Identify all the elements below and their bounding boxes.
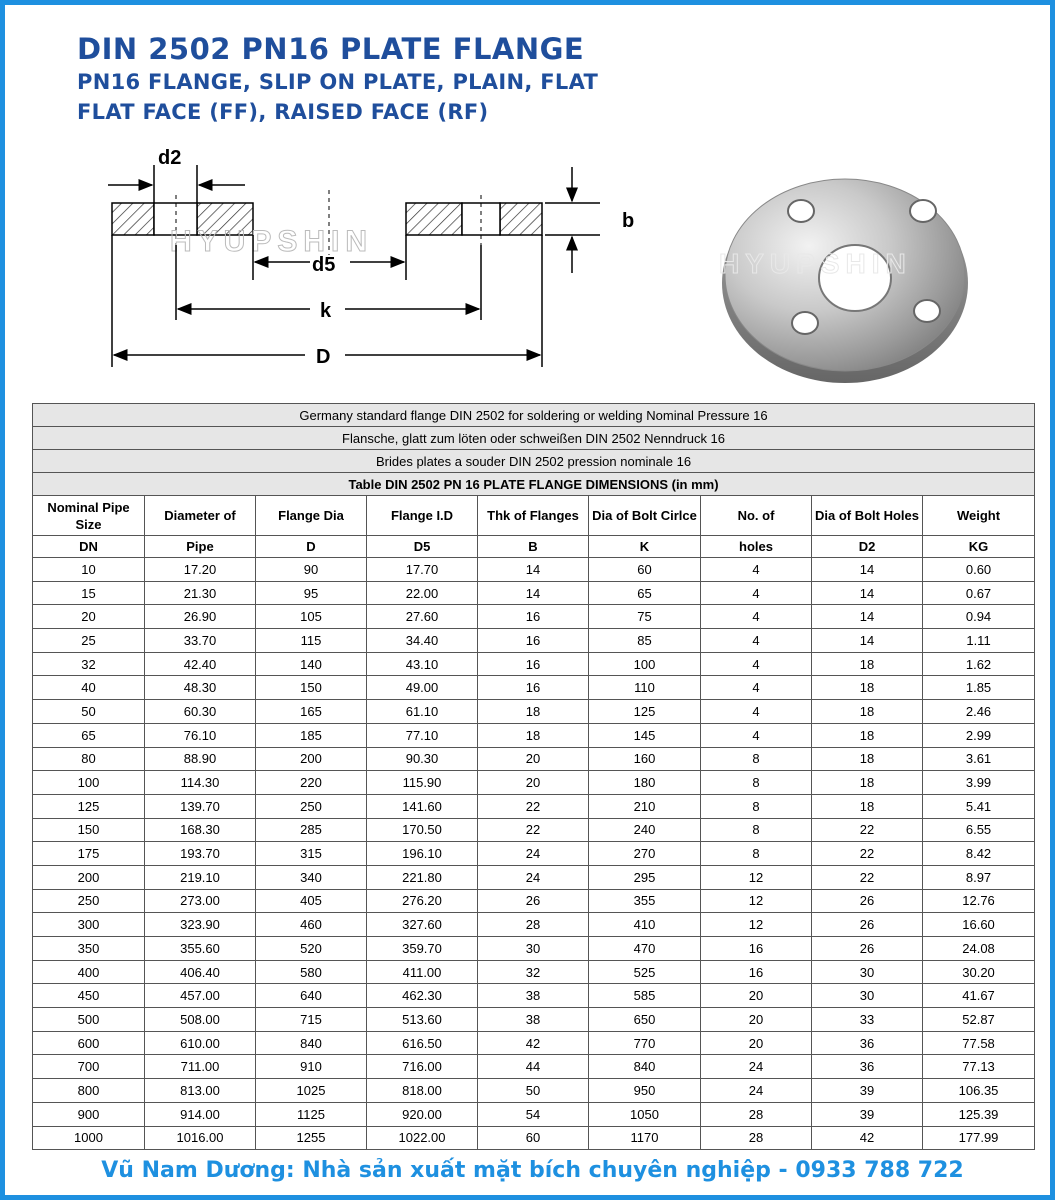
table-cell: 28: [478, 913, 589, 937]
table-cell: 8: [701, 794, 812, 818]
table-cell: 200: [256, 747, 367, 771]
table-cell: 24: [701, 1055, 812, 1079]
table-cell: 1022.00: [367, 1126, 478, 1150]
table-cell: 42: [478, 1031, 589, 1055]
table-cell: 4: [701, 652, 812, 676]
table-cell: 910: [256, 1055, 367, 1079]
table-cell: 106.35: [923, 1079, 1035, 1103]
table-cell: 16: [478, 605, 589, 629]
table-cell: 914.00: [145, 1102, 256, 1126]
table-cell: 20: [701, 984, 812, 1008]
table-row: [33, 984, 1035, 1008]
table-cell: 18: [812, 771, 923, 795]
footer-contact: Vũ Nam Dương: Nhà sản xuất mặt bích chuyên nghiệp - 0933 788 722: [101, 1158, 964, 1183]
col-header-nominal-pipe-size: Nominal Pipe Size: [33, 496, 145, 536]
table-cell: 8.97: [923, 865, 1035, 889]
table-cell: 10: [33, 558, 145, 582]
table-cell: 1.62: [923, 652, 1035, 676]
table-cell: 145: [589, 723, 701, 747]
table-cell: 105: [256, 605, 367, 629]
table-cell: 22: [478, 794, 589, 818]
table-cell: 1125: [256, 1102, 367, 1126]
table-cell: 350: [33, 937, 145, 961]
table-cell: 75: [589, 605, 701, 629]
table-row: [33, 794, 1035, 818]
table-cell: 16: [478, 676, 589, 700]
table-cell: 20: [701, 1008, 812, 1032]
table-cell: 1.85: [923, 676, 1035, 700]
table-cell: 1170: [589, 1126, 701, 1150]
table-cell: 22: [812, 842, 923, 866]
table-cell: 14: [812, 558, 923, 582]
table-cell: 30: [812, 960, 923, 984]
col-header-diameter: Diameter of: [145, 496, 256, 536]
table-title: Table DIN 2502 PN 16 PLATE FLANGE DIMENSIONS (in mm): [33, 473, 1035, 496]
unit-dn: DN: [33, 536, 145, 558]
table-row: [33, 629, 1035, 653]
table-cell: 508.00: [145, 1008, 256, 1032]
table-row: [33, 558, 1035, 582]
table-cell: 500: [33, 1008, 145, 1032]
label-b: b: [622, 210, 635, 232]
table-cell: 18: [812, 723, 923, 747]
table-cell: 32: [33, 652, 145, 676]
table-cell: 3.61: [923, 747, 1035, 771]
table-cell: 8: [701, 842, 812, 866]
table-cell: 90.30: [367, 747, 478, 771]
table-cell: 285: [256, 818, 367, 842]
table-cell: 30.20: [923, 960, 1035, 984]
table-cell: 16: [478, 652, 589, 676]
table-row: [33, 1126, 1035, 1150]
table-cell: 640: [256, 984, 367, 1008]
table-cell: 700: [33, 1055, 145, 1079]
table-cell: 18: [478, 723, 589, 747]
table-cell: 33: [812, 1008, 923, 1032]
table-cell: 20: [478, 747, 589, 771]
table-cell: 180: [589, 771, 701, 795]
table-cell: 813.00: [145, 1079, 256, 1103]
table-cell: 27.60: [367, 605, 478, 629]
table-cell: 411.00: [367, 960, 478, 984]
label-d5: d5: [312, 254, 336, 276]
table-cell: 40: [33, 676, 145, 700]
table-cell: 770: [589, 1031, 701, 1055]
table-cell: 800: [33, 1079, 145, 1103]
table-cell: 100: [589, 652, 701, 676]
table-cell: 462.30: [367, 984, 478, 1008]
table-cell: 14: [812, 605, 923, 629]
table-cell: 600: [33, 1031, 145, 1055]
table-cell: 26: [478, 889, 589, 913]
col-header-bolt-hole-dia: Dia of Bolt Holes: [812, 496, 923, 536]
table-cell: 85: [589, 629, 701, 653]
table-cell: 14: [478, 581, 589, 605]
col-header-thickness: Thk of Flanges: [478, 496, 589, 536]
table-cell: 24: [478, 865, 589, 889]
table-cell: 219.10: [145, 865, 256, 889]
table-header-en: Germany standard flange DIN 2502 for soldering or welding Nominal Pressure 16: [33, 404, 1035, 427]
col-header-flange-id: Flange I.D: [367, 496, 478, 536]
table-cell: 18: [812, 794, 923, 818]
table-cell: 12: [701, 913, 812, 937]
table-cell: 4: [701, 700, 812, 724]
table-cell: 34.40: [367, 629, 478, 653]
table-cell: 43.10: [367, 652, 478, 676]
table-cell: 26: [812, 889, 923, 913]
table-cell: 276.20: [367, 889, 478, 913]
table-cell: 114.30: [145, 771, 256, 795]
table-cell: 840: [589, 1055, 701, 1079]
label-d2: d2: [158, 147, 182, 169]
table-cell: 60: [589, 558, 701, 582]
table-cell: 18: [812, 747, 923, 771]
table-header-de: Flansche, glatt zum löten oder schweißen DIN 2502 Nenndruck 16: [33, 427, 1035, 450]
table-cell: 8: [701, 747, 812, 771]
table-cell: 160: [589, 747, 701, 771]
unit-d: D: [256, 536, 367, 558]
table-cell: 200: [33, 865, 145, 889]
table-cell: 8.42: [923, 842, 1035, 866]
table-cell: 300: [33, 913, 145, 937]
table-row: [33, 1102, 1035, 1126]
table-cell: 165: [256, 700, 367, 724]
table-row: [33, 652, 1035, 676]
table-cell: 20: [33, 605, 145, 629]
table-cell: 41.67: [923, 984, 1035, 1008]
table-cell: 323.90: [145, 913, 256, 937]
label-k: k: [320, 300, 332, 322]
table-cell: 610.00: [145, 1031, 256, 1055]
table-cell: 250: [33, 889, 145, 913]
table-cell: 355: [589, 889, 701, 913]
table-cell: 340: [256, 865, 367, 889]
table-cell: 20: [478, 771, 589, 795]
table-cell: 196.10: [367, 842, 478, 866]
table-cell: 950: [589, 1079, 701, 1103]
table-cell: 110: [589, 676, 701, 700]
col-header-no-holes: No. of: [701, 496, 812, 536]
table-cell: 405: [256, 889, 367, 913]
table-cell: 18: [812, 676, 923, 700]
unit-b: B: [478, 536, 589, 558]
table-cell: 5.41: [923, 794, 1035, 818]
table-cell: 3.99: [923, 771, 1035, 795]
table-cell: 26: [812, 913, 923, 937]
table-cell: 1.11: [923, 629, 1035, 653]
table-cell: 18: [478, 700, 589, 724]
table-cell: 49.00: [367, 676, 478, 700]
unit-kg: KG: [923, 536, 1035, 558]
table-cell: 17.20: [145, 558, 256, 582]
table-cell: 28: [701, 1102, 812, 1126]
table-cell: 513.60: [367, 1008, 478, 1032]
table-cell: 270: [589, 842, 701, 866]
table-cell: 359.70: [367, 937, 478, 961]
table-row: [33, 747, 1035, 771]
table-cell: 355.60: [145, 937, 256, 961]
table-cell: 150: [256, 676, 367, 700]
photo-watermark: HYUPSHIN: [719, 248, 912, 279]
table-cell: 115.90: [367, 771, 478, 795]
table-cell: 125.39: [923, 1102, 1035, 1126]
table-cell: 60.30: [145, 700, 256, 724]
table-cell: 26.90: [145, 605, 256, 629]
table-cell: 95: [256, 581, 367, 605]
table-cell: 22: [812, 818, 923, 842]
table-row: [33, 842, 1035, 866]
table-cell: 76.10: [145, 723, 256, 747]
table-cell: 12: [701, 889, 812, 913]
table-cell: 77.58: [923, 1031, 1035, 1055]
table-cell: 4: [701, 581, 812, 605]
table-cell: 12.76: [923, 889, 1035, 913]
table-row: [33, 723, 1035, 747]
table-cell: 0.67: [923, 581, 1035, 605]
table-cell: 168.30: [145, 818, 256, 842]
table-row: [33, 605, 1035, 629]
table-row: [33, 913, 1035, 937]
table-cell: 1025: [256, 1079, 367, 1103]
table-cell: 22: [812, 865, 923, 889]
table-cell: 170.50: [367, 818, 478, 842]
table-cell: 1050: [589, 1102, 701, 1126]
table-cell: 4: [701, 676, 812, 700]
table-cell: 48.30: [145, 676, 256, 700]
unit-d5: D5: [367, 536, 478, 558]
table-cell: 26: [812, 937, 923, 961]
column-header-row: [33, 496, 1035, 536]
table-cell: 900: [33, 1102, 145, 1126]
table-cell: 193.70: [145, 842, 256, 866]
table-row: [33, 818, 1035, 842]
table-cell: 25: [33, 629, 145, 653]
table-cell: 77.13: [923, 1055, 1035, 1079]
table-cell: 16: [701, 937, 812, 961]
table-cell: 4: [701, 558, 812, 582]
table-cell: 650: [589, 1008, 701, 1032]
table-cell: 38: [478, 984, 589, 1008]
col-header-weight: Weight: [923, 496, 1035, 536]
table-cell: 177.99: [923, 1126, 1035, 1150]
table-cell: 30: [478, 937, 589, 961]
table-cell: 185: [256, 723, 367, 747]
table-cell: 17.70: [367, 558, 478, 582]
table-cell: 20: [701, 1031, 812, 1055]
table-cell: 52.87: [923, 1008, 1035, 1032]
unit-header-row: [33, 536, 1035, 558]
table-cell: 15: [33, 581, 145, 605]
table-cell: 410: [589, 913, 701, 937]
table-cell: 38: [478, 1008, 589, 1032]
page-subtitle-1: PN16 FLANGE, SLIP ON PLATE, PLAIN, FLAT: [77, 70, 599, 94]
table-cell: 39: [812, 1102, 923, 1126]
table-cell: 460: [256, 913, 367, 937]
table-cell: 400: [33, 960, 145, 984]
table-cell: 1000: [33, 1126, 145, 1150]
table-cell: 61.10: [367, 700, 478, 724]
flange-photo: [705, 165, 995, 385]
table-cell: 12: [701, 865, 812, 889]
table-row: [33, 937, 1035, 961]
table-cell: 16.60: [923, 913, 1035, 937]
table-cell: 273.00: [145, 889, 256, 913]
table-cell: 8: [701, 771, 812, 795]
page-title: DIN 2502 PN16 PLATE FLANGE: [77, 32, 585, 66]
table-cell: 4: [701, 629, 812, 653]
table-cell: 77.10: [367, 723, 478, 747]
table-cell: 818.00: [367, 1079, 478, 1103]
table-cell: 24: [701, 1079, 812, 1103]
table-cell: 580: [256, 960, 367, 984]
table-cell: 125: [589, 700, 701, 724]
table-cell: 840: [256, 1031, 367, 1055]
table-cell: 100: [33, 771, 145, 795]
flange-dimensions-table: [32, 403, 1035, 1150]
table-row: [33, 771, 1035, 795]
table-cell: 65: [33, 723, 145, 747]
table-cell: 141.60: [367, 794, 478, 818]
table-cell: 221.80: [367, 865, 478, 889]
table-cell: 16: [701, 960, 812, 984]
table-cell: 0.60: [923, 558, 1035, 582]
flange-cross-section-diagram: [100, 145, 660, 385]
table-cell: 250: [256, 794, 367, 818]
table-cell: 139.70: [145, 794, 256, 818]
table-cell: 21.30: [145, 581, 256, 605]
table-cell: 14: [812, 581, 923, 605]
table-cell: 315: [256, 842, 367, 866]
table-cell: 520: [256, 937, 367, 961]
table-row: [33, 1079, 1035, 1103]
table-row: [33, 865, 1035, 889]
table-cell: 457.00: [145, 984, 256, 1008]
table-cell: 88.90: [145, 747, 256, 771]
table-cell: 24.08: [923, 937, 1035, 961]
table-cell: 30: [812, 984, 923, 1008]
unit-pipe: Pipe: [145, 536, 256, 558]
table-cell: 90: [256, 558, 367, 582]
table-cell: 220: [256, 771, 367, 795]
table-cell: 115: [256, 629, 367, 653]
table-row: [33, 1055, 1035, 1079]
table-cell: 295: [589, 865, 701, 889]
table-cell: 18: [812, 700, 923, 724]
title-block: [77, 31, 598, 127]
table-cell: 44: [478, 1055, 589, 1079]
table-cell: 42: [812, 1126, 923, 1150]
table-cell: 2.99: [923, 723, 1035, 747]
diagram-watermark: HYUPSHIN: [170, 225, 374, 258]
table-cell: 33.70: [145, 629, 256, 653]
table-cell: 22.00: [367, 581, 478, 605]
table-cell: 716.00: [367, 1055, 478, 1079]
table-cell: 28: [701, 1126, 812, 1150]
table-cell: 8: [701, 818, 812, 842]
table-row: [33, 1031, 1035, 1055]
table-cell: 42.40: [145, 652, 256, 676]
table-cell: 16: [478, 629, 589, 653]
col-header-bolt-circle: Dia of Bolt Cirlce: [589, 496, 701, 536]
table-row: [33, 700, 1035, 724]
table-cell: 1016.00: [145, 1126, 256, 1150]
table-cell: 50: [33, 700, 145, 724]
table-cell: 920.00: [367, 1102, 478, 1126]
table-row: [33, 960, 1035, 984]
table-cell: 14: [478, 558, 589, 582]
table-cell: 65: [589, 581, 701, 605]
table-cell: 525: [589, 960, 701, 984]
table-cell: 715: [256, 1008, 367, 1032]
table-cell: 175: [33, 842, 145, 866]
table-cell: 150: [33, 818, 145, 842]
table-cell: 39: [812, 1079, 923, 1103]
table-cell: 2.46: [923, 700, 1035, 724]
col-header-flange-dia: Flange Dia: [256, 496, 367, 536]
table-cell: 711.00: [145, 1055, 256, 1079]
table-cell: 60: [478, 1126, 589, 1150]
table-cell: 585: [589, 984, 701, 1008]
table-cell: 4: [701, 605, 812, 629]
table-cell: 140: [256, 652, 367, 676]
table-cell: 50: [478, 1079, 589, 1103]
table-row: [33, 1008, 1035, 1032]
table-cell: 24: [478, 842, 589, 866]
table-header-fr: Brides plates a souder DIN 2502 pression nominale 16: [33, 450, 1035, 473]
table-cell: 210: [589, 794, 701, 818]
table-cell: 54: [478, 1102, 589, 1126]
table-cell: 125: [33, 794, 145, 818]
page-subtitle-2: FLAT FACE (FF), RAISED FACE (RF): [77, 100, 489, 124]
unit-d2: D2: [812, 536, 923, 558]
unit-k: K: [589, 536, 701, 558]
table-cell: 36: [812, 1031, 923, 1055]
table-cell: 14: [812, 629, 923, 653]
table-cell: 36: [812, 1055, 923, 1079]
table-cell: 22: [478, 818, 589, 842]
table-cell: 327.60: [367, 913, 478, 937]
table-cell: 80: [33, 747, 145, 771]
table-cell: 450: [33, 984, 145, 1008]
table-cell: 240: [589, 818, 701, 842]
table-cell: 4: [701, 723, 812, 747]
table-row: [33, 581, 1035, 605]
table-cell: 32: [478, 960, 589, 984]
table-cell: 6.55: [923, 818, 1035, 842]
table-cell: 18: [812, 652, 923, 676]
unit-holes: holes: [701, 536, 812, 558]
label-D: D: [316, 346, 331, 368]
table-row: [33, 889, 1035, 913]
table-cell: 0.94: [923, 605, 1035, 629]
table-cell: 1255: [256, 1126, 367, 1150]
table-row: [33, 676, 1035, 700]
table-cell: 616.50: [367, 1031, 478, 1055]
table-cell: 406.40: [145, 960, 256, 984]
table-cell: 470: [589, 937, 701, 961]
